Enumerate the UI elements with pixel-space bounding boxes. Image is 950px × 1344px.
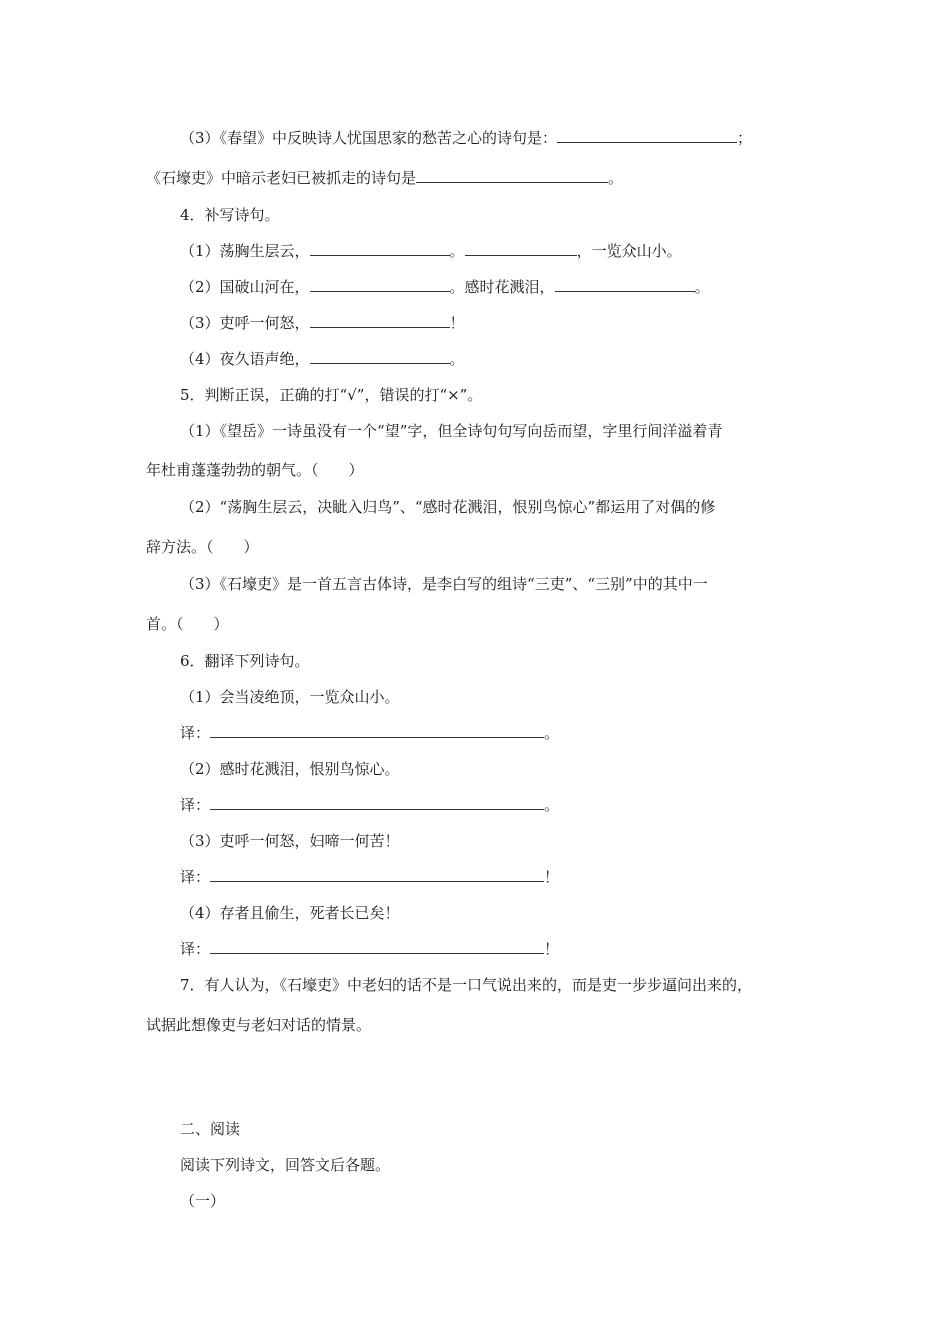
answer-blank — [210, 723, 544, 738]
punct: 。 — [544, 796, 560, 814]
punct: ！ — [544, 940, 560, 958]
answer-blank — [465, 241, 577, 256]
answer-blank — [210, 867, 544, 882]
q4-2 — [180, 277, 710, 297]
q5-1-line2: 年杜甫蓬蓬勃勃的朝气。（ ） — [146, 461, 364, 479]
q3-3-line2 — [146, 168, 623, 188]
q4-2-text: （2）国破山河在， — [180, 278, 310, 296]
q4-4-text: （4）夜久语声绝， — [180, 350, 310, 368]
q6-4: （4）存者且偷生，死者长已矣！ — [180, 904, 400, 922]
section2-title: 二、阅读 — [180, 1120, 241, 1138]
answer-blank — [310, 349, 450, 364]
yi-label: 译： — [180, 940, 211, 958]
q3-3-text2: 《石壕吏》中暗示老妇已被抓走的诗句是 — [146, 169, 417, 187]
q4-2-mid: 。感时花溅泪， — [449, 278, 555, 296]
punct: 。 — [694, 278, 710, 296]
q6-title: 6．翻译下列诗句。 — [180, 652, 310, 670]
q4-3-text: （3）吏呼一何怒， — [180, 314, 310, 332]
punct: ； — [737, 129, 753, 147]
q3-3-line1 — [180, 128, 752, 148]
q6-1: （1）会当凌绝顶，一览众山小。 — [180, 688, 400, 706]
q6-2-answer — [180, 795, 559, 815]
answer-blank — [416, 168, 608, 183]
answer-blank — [557, 128, 737, 143]
q4-4 — [180, 349, 465, 369]
q4-1-end: ，一览众山小。 — [576, 242, 682, 260]
yi-label: 译： — [180, 724, 211, 742]
q6-2: （2）感时花溅泪，恨别鸟惊心。 — [180, 760, 400, 778]
punct: ！ — [449, 314, 465, 332]
punct: 。 — [608, 169, 624, 187]
q4-1 — [180, 241, 682, 261]
section2-part1: （一） — [180, 1192, 226, 1210]
section2-intro: 阅读下列诗文，回答文后各题。 — [180, 1156, 391, 1174]
q6-3-answer — [180, 867, 559, 887]
answer-blank — [310, 313, 450, 328]
q5-title: 5．判断正误，正确的打“√”，错误的打“×”。 — [180, 386, 483, 404]
punct: ！ — [544, 868, 560, 886]
q4-3 — [180, 313, 465, 333]
q6-1-answer — [180, 723, 559, 743]
q5-2-line1: （2）“荡胸生层云，决眦入归鸟”、“感时花溅泪，恨别鸟惊心”都运用了对偶的修 — [180, 498, 716, 516]
punct: 。 — [544, 724, 560, 742]
answer-blank — [210, 795, 544, 810]
answer-blank — [210, 939, 544, 954]
q4-1-text: （1）荡胸生层云， — [180, 242, 310, 260]
answer-blank — [310, 277, 450, 292]
punct: 。 — [449, 350, 465, 368]
q5-1-line1: （1）《望岳》一诗虽没有一个“望”字，但全诗句句写向岳而望，字里行间洋溢着青 — [180, 422, 723, 440]
q6-4-answer — [180, 939, 559, 959]
q5-3-line1: （3）《石壕吏》是一首五言古体诗，是李白写的组诗“三吏”、“三别”中的其中一 — [180, 575, 708, 593]
yi-label: 译： — [180, 796, 211, 814]
q6-3: （3）吏呼一何怒，妇啼一何苦！ — [180, 832, 400, 850]
q7-line2: 试据此想像吏与老妇对话的情景。 — [146, 1016, 372, 1034]
answer-blank — [555, 277, 695, 292]
q5-3-line2: 首。（ ） — [146, 615, 229, 633]
q4-title: 4．补写诗句。 — [180, 206, 280, 224]
q5-2-line2: 辞方法。（ ） — [146, 538, 259, 556]
answer-blank — [310, 241, 450, 256]
yi-label: 译： — [180, 868, 211, 886]
q7-line1: 7．有人认为，《石壕吏》中老妇的话不是一口气说出来的，而是吏一步步逼问出来的， — [180, 976, 753, 994]
punct: 。 — [449, 242, 465, 260]
q3-3-text: （3）《春望》中反映诗人忧国思家的愁苦之心的诗句是： — [180, 129, 558, 147]
